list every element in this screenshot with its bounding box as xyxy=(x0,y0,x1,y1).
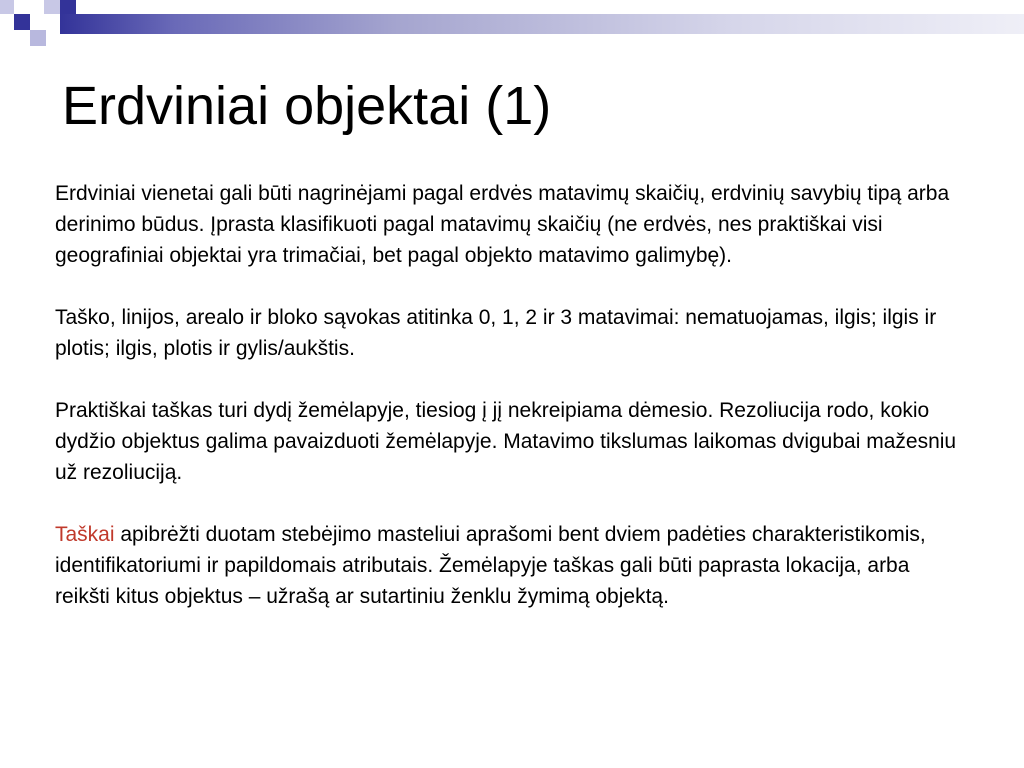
slide-title: Erdviniai objektai (1) xyxy=(62,76,552,136)
paragraph-points-text: apibrėžti duotam stebėjimo masteliui aprašomi bent dviem padėties charakteristikomis, identifikatoriumi ir papildomais atributais. Žemėlapyje taškas gali būti paprasta lokacija, arba reikšti kitus objektus – užrašą ar sutartiniu ženklu žymimą objektą. xyxy=(55,523,926,608)
paragraph-resolution: Praktiškai taškas turi dydį žemėlapyje, tiesiog į jį nekreipiama dėmesio. Rezoliucija rodo, kokio dydžio objektus galima pavaizduoti žemėlapyje. Matavimo tikslumas laikomas dvigubai mažesniu už rezoliuciją. xyxy=(55,399,957,484)
slide-body xyxy=(55,178,965,643)
header-decoration xyxy=(0,0,1024,48)
deco-square xyxy=(30,30,46,46)
header-gradient-bar xyxy=(60,14,1024,34)
deco-square xyxy=(0,0,14,14)
paragraph-measurements: Taško, linijos, arealo ir bloko sąvokas atitinka 0, 1, 2 ir 3 matavimai: nematuojamas, ilgis; ilgis ir plotis; ilgis, plotis ir gylis/aukštis. xyxy=(55,306,937,360)
deco-square xyxy=(14,14,30,30)
deco-square xyxy=(44,0,60,14)
paragraph-dimensions: Erdviniai vienetai gali būti nagrinėjami pagal erdvės matavimų skaičių, erdvinių savybių tipą arba derinimo būdus. Įprasta klasifikuoti pagal matavimų skaičių (ne erdvės, nes praktiškai visi geografiniai objektai yra trimačiai, bet pagal objekto matavimo galimybę). xyxy=(55,182,950,267)
highlighted-term: Taškai xyxy=(55,523,115,546)
paragraph-points xyxy=(55,519,965,612)
deco-square xyxy=(60,0,76,14)
